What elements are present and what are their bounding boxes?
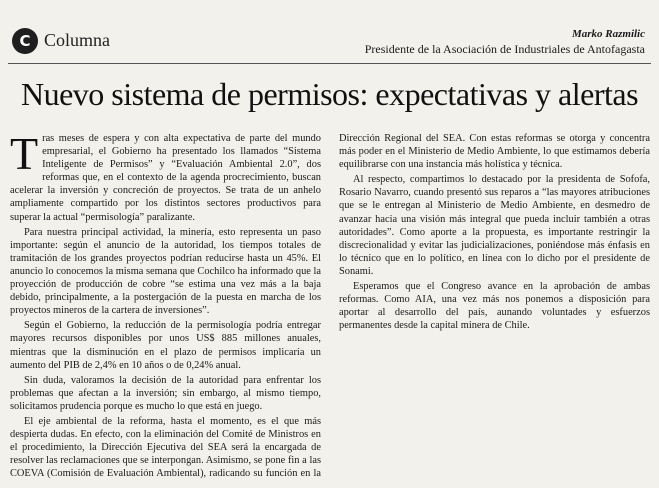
- article-paragraph: El eje ambiental de la reforma, hasta el momento, es el que más despierta dudas. En efecto, con la eliminación del Comité de Ministros en el procedimiento, la Dirección Ejecutiva del SEA será la encargada de resolver las reclamaciones que se interpongan. Asimismo, se pone fin a las COEVA (Comisión de Evaluación Ambiental), radicando su función en la Dirección Regional del SEA. Con estas reformas se otorga y concentra más poder en el Ministerio de Medio Ambiente, lo que estimamos debería equilibrarse con una instancia más holística y técnica.: [10, 133, 650, 480]
- author-role: Presidente de la Asociación de Industriales de Antofagasta: [364, 42, 645, 56]
- paragraph-text: ras meses de espera y con alta expectativa de parte del mundo empresarial, el Gobierno ha presentado los llamados “Sistema Inteligente de Permisos” y “Evaluación Ambiental 2.0”, dos reformas que, en el contexto de la agenda procrecimiento, buscan acelerar la inversión y concreción de proyectos. Se trata de un anhelo ampliamente compartido por los distintos sectores productivos para superar la actual “permisología” paralizante.: [10, 133, 321, 223]
- article-paragraph: Según el Gobierno, la reducción de la permisología podría entregar mayores recursos disponibles por unos US$ 885 millones anuales, mientras que la disminución en el plazo de permisos implicaría un aumento del PIB de 2,4% en 10 años o de 0,24% anual.: [10, 320, 321, 371]
- article-title: Nuevo sistema de permisos: expectativas y alertas: [20, 76, 639, 112]
- article-paragraph: Para nuestra principal actividad, la minería, esto representa un paso importante: según el anuncio de la autoridad, los tiempos totales de tramitación de los grandes proyectos podrían reducirse hasta un 45%. El anuncio lo conocemos la misma semana que Cochilco ha informado que la proyección de producción de cobre “se estima una vez más a la baja debido, principalmente, a la postergación de la puesta en marcha de los proyectos mineros de la cartera de inversiones”.: [10, 226, 321, 317]
- column-c-icon: C: [12, 28, 38, 54]
- article-header: [0, 0, 659, 64]
- header-divider: [8, 63, 651, 64]
- article-body: [10, 128, 650, 482]
- article-paragraph: Esperamos que el Congreso avance en la aprobación de ambas reformas. Como AIA, una vez más nos ponemos a disposición para aportar al desarrollo del país, aunando voluntades y esfuerzos permanentes desde la capital minera de Chile.: [339, 281, 650, 332]
- section-label: Columna: [44, 30, 110, 50]
- drop-cap: T: [10, 128, 39, 179]
- author-name: Marko Razmilic: [571, 28, 645, 40]
- article-paragraph: [10, 128, 321, 224]
- article-paragraph: Al respecto, compartimos lo destacado por la presidenta de Sofofa, Rosario Navarro, cuando presentó sus reparos a “las mayores atribuciones que se le entregan al Ministerio de Medio Ambiente, en desmedro de avanzar hacia una visión más integral que pueda incluir también a otras autoridades”. Como aporte a la propuesta, es importante restringir la discrecionalidad y evitar las judicializaciones, poniéndose más énfasis en lo técnico que en lo político, en línea con lo dicho por el presidente de Sonami.: [339, 174, 650, 277]
- article-paragraph: Sin duda, valoramos la decisión de la autoridad para enfrentar los problemas que afectan a la inversión; sin embargo, al mismo tiempo, solicitamos prudencia porque es mucho lo que está en juego.: [10, 374, 321, 412]
